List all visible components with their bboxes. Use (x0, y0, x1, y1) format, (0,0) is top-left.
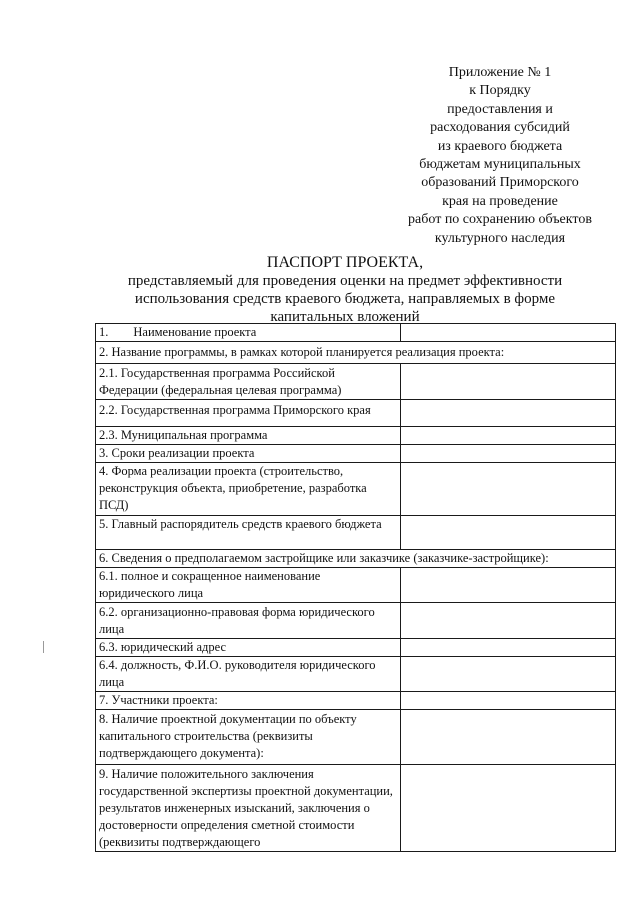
row-value (401, 568, 616, 603)
project-passport-table (95, 323, 616, 852)
row-label: 4. Форма реализации проекта (строительство, реконструкция объекта, приобретение, разработка ПСД) (96, 463, 401, 516)
row-value (401, 463, 616, 516)
row-label: 8. Наличие проектной документации по объекту капитального строительства (реквизиты подтверждающего документа): (96, 710, 401, 765)
table-row (96, 639, 616, 657)
table-row (96, 603, 616, 639)
appendix-line: образований Приморского (421, 175, 579, 191)
row-label: 6.1. полное и сокращенное наименование юридического лица (96, 568, 401, 603)
row-value (401, 427, 616, 445)
subtitle-line: использования средств краевого бюджета, направляемых в форме (134, 291, 556, 307)
appendix-line: края на проведение (442, 193, 558, 209)
row-value (401, 657, 616, 692)
row-value (401, 710, 616, 765)
row-value (401, 603, 616, 639)
row-value (401, 324, 616, 342)
row-value (401, 516, 616, 550)
table-row (96, 463, 616, 516)
table-row (96, 550, 616, 568)
table-row (96, 765, 616, 852)
table-row (96, 427, 616, 445)
row-label: 2.3. Муниципальная программа (96, 427, 401, 445)
row-value (401, 400, 616, 427)
row-label: 1. Наименование проекта (96, 324, 401, 342)
table-row (96, 568, 616, 603)
table-row (96, 400, 616, 427)
appendix-line: расходования субсидий (430, 120, 570, 136)
appendix-line: Приложение № 1 (448, 65, 552, 80)
subtitle-line: представляемый для проведения оценки на предмет эффективности (127, 273, 563, 289)
row-label: 6.4. должность, Ф.И.О. руководителя юридического лица (96, 657, 401, 692)
subtitle-line: капитальных вложений (270, 309, 420, 325)
appendix-line: работ по сохранению объектов (408, 212, 592, 228)
row-label: 6.2. организационно-правовая форма юридического лица (96, 603, 401, 639)
row-label: 2.2. Государственная программа Приморского края (96, 400, 401, 427)
row-value (401, 765, 616, 852)
table-row (96, 710, 616, 765)
section-header: 6. Сведения о предполагаемом застройщике или заказчике (заказчике-застройщике): (96, 550, 616, 568)
row-label: 3. Сроки реализации проекта (96, 445, 401, 463)
row-label: 2.1. Государственная программа Российской Федерации (федеральная целевая программа) (96, 364, 401, 400)
row-label: 5. Главный распорядитель средств краевого бюджета (96, 516, 401, 550)
row-value (401, 364, 616, 400)
table-row (96, 657, 616, 692)
appendix-line: культурного наследия (434, 230, 566, 246)
table-row (96, 516, 616, 550)
appendix-note (385, 64, 615, 248)
row-label: 7. Участники проекта: (96, 692, 401, 710)
row-value (401, 639, 616, 657)
row-value (401, 445, 616, 463)
table-row (96, 324, 616, 342)
appendix-line: к Порядку (469, 83, 531, 99)
margin-mark (43, 641, 44, 653)
document-subtitle (90, 272, 600, 326)
row-label: 6.3. юридический адрес (96, 639, 401, 657)
appendix-line: бюджетам муниципальных (419, 157, 581, 173)
table-row (96, 364, 616, 400)
table-row (96, 692, 616, 710)
section-header: 2. Название программы, в рамках которой планируется реализация проекта: (96, 342, 616, 364)
table-row (96, 445, 616, 463)
appendix-line: из краевого бюджета (437, 138, 563, 154)
document-title: ПАСПОРТ ПРОЕКТА, (266, 254, 424, 271)
row-label: 9. Наличие положительного заключения государственной экспертизы проектной документации, результатов инженерных изысканий, заключения о достоверности определения сметной стоимости (реквизиты подтверждающего (96, 765, 401, 852)
table-row (96, 342, 616, 364)
row-value (401, 692, 616, 710)
appendix-line: предоставления и (447, 101, 553, 117)
